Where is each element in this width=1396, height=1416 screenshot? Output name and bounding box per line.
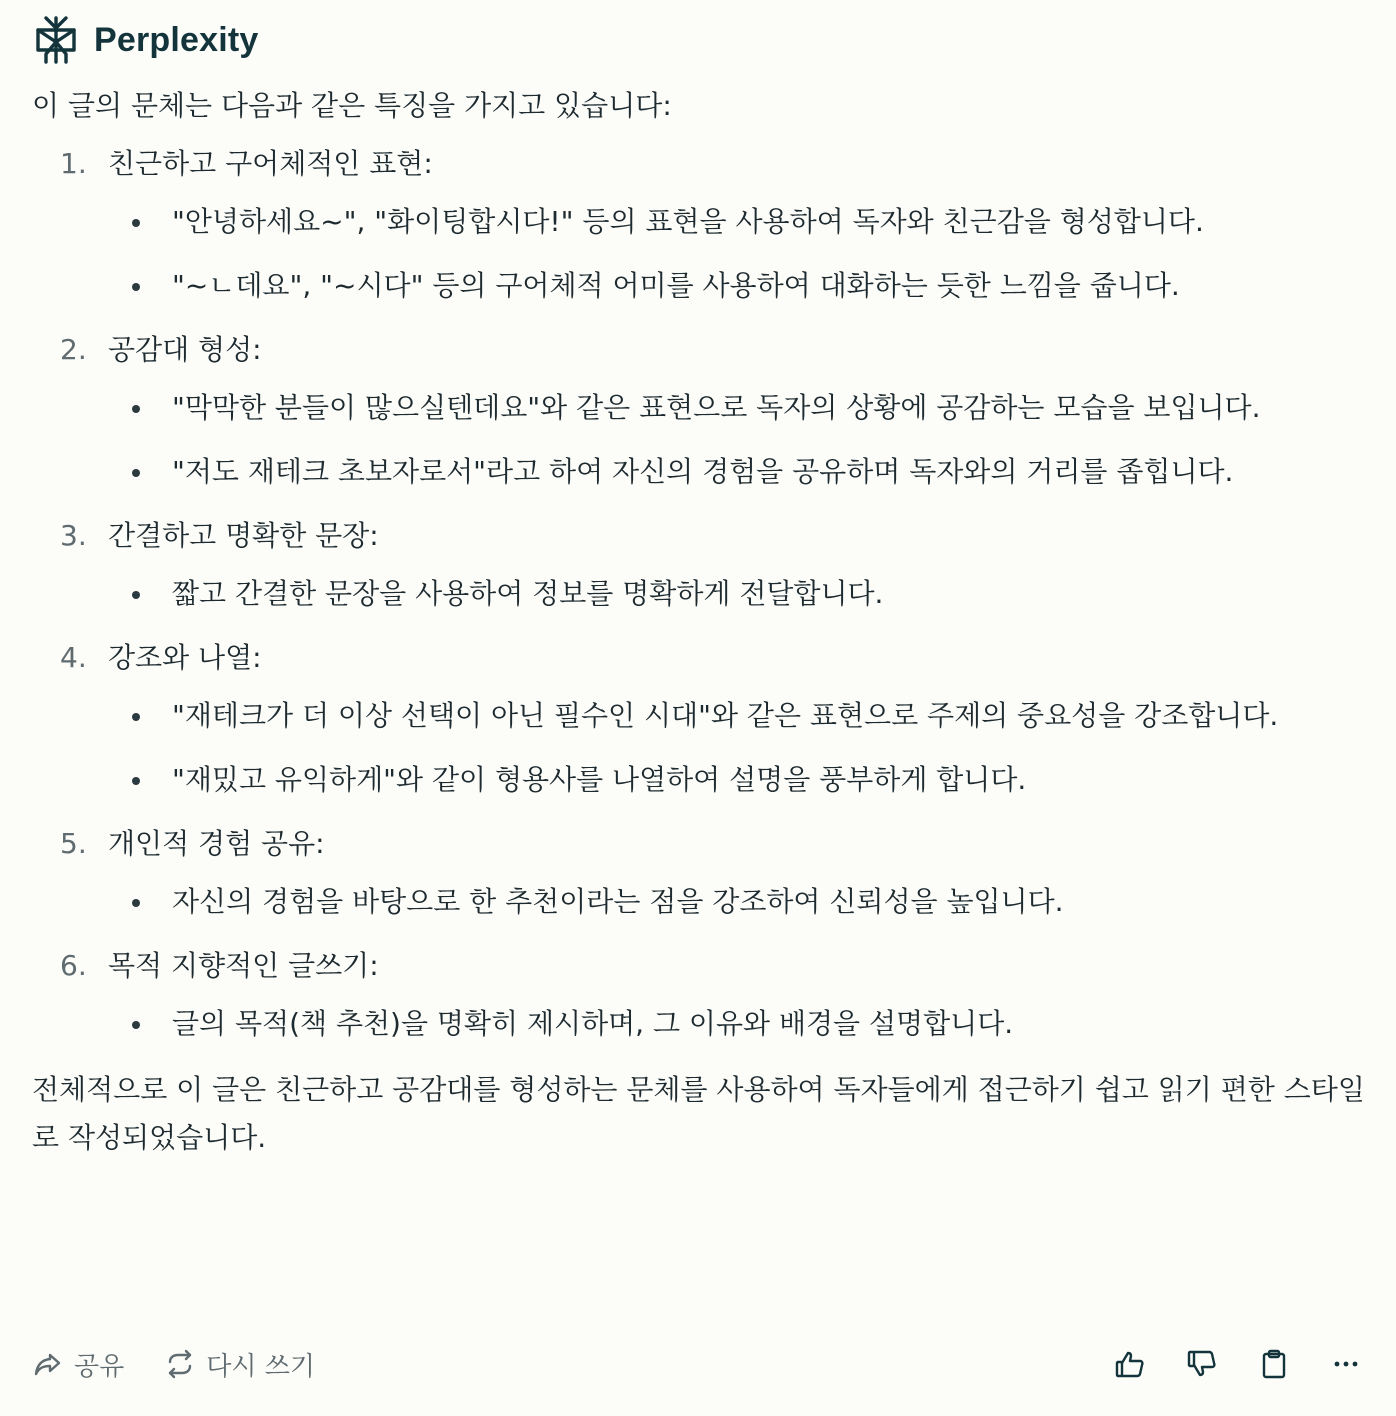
bullet-item — [108, 758, 1372, 802]
list-item — [32, 328, 1372, 494]
bullet-list — [108, 572, 1372, 616]
bullet-dot — [132, 405, 140, 413]
bullet-list — [108, 1002, 1372, 1046]
share-icon — [32, 1348, 64, 1380]
list-item — [32, 822, 1372, 924]
bullet-text: "~ㄴ데요", "~시다" 등의 구어체적 어미를 사용하여 대화하는 듯한 느낌을 줍니다. — [172, 269, 1180, 302]
list-item-title: 목적 지향적인 글쓰기: — [108, 949, 379, 982]
bullet-list — [108, 200, 1372, 308]
list-item-title: 강조와 나열: — [108, 641, 262, 674]
list-item — [32, 944, 1372, 1046]
more-icon — [1330, 1348, 1362, 1380]
list-item-number: 6. — [60, 949, 87, 982]
bullet-list — [108, 880, 1372, 924]
list-item-number: 3. — [60, 519, 87, 552]
bullet-text: 자신의 경험을 바탕으로 한 추천이라는 점을 강조하여 신뢰성을 높입니다. — [172, 885, 1064, 918]
bullet-item — [108, 880, 1372, 924]
bullet-dot — [132, 777, 140, 785]
answer-actions-bar — [32, 1340, 1366, 1388]
bullet-text: "막막한 분들이 많으실텐데요"와 같은 표현으로 독자의 상황에 공감하는 모습을 보입니다. — [172, 391, 1261, 424]
share-label: 공유 — [74, 1351, 125, 1382]
rewrite-icon — [164, 1348, 196, 1380]
bullet-text: "저도 재테크 초보자로서"라고 하여 자신의 경험을 공유하며 독자와의 거리를 좁힙니다. — [172, 455, 1234, 488]
bullet-item — [108, 264, 1372, 308]
bullet-text: 글의 목적(책 추천)을 명확히 제시하며, 그 이유와 배경을 설명합니다. — [172, 1007, 1014, 1040]
bullet-text: "재밌고 유익하게"와 같이 형용사를 나열하여 설명을 풍부하게 합니다. — [172, 763, 1027, 796]
bullet-text: "안녕하세요~", "화이팅합시다!" 등의 표현을 사용하여 독자와 친근감을 형성합니다. — [172, 205, 1204, 238]
rewrite-label: 다시 쓰기 — [206, 1351, 315, 1382]
copy-button[interactable] — [1254, 1344, 1294, 1384]
list-item-title: 개인적 경험 공유: — [108, 827, 325, 860]
thumbs-up-button[interactable] — [1110, 1344, 1150, 1384]
bullet-text: 짧고 간결한 문장을 사용하여 정보를 명확하게 전달합니다. — [172, 577, 884, 610]
share-button[interactable] — [32, 1346, 124, 1383]
thumbs-up-icon — [1114, 1348, 1146, 1380]
list-item-title: 간결하고 명확한 문장: — [108, 519, 379, 552]
list-item — [32, 636, 1372, 802]
bullet-dot — [132, 899, 140, 907]
bullet-item — [108, 694, 1372, 738]
bullet-list — [108, 386, 1372, 494]
list-item-number: 1. — [60, 147, 87, 180]
bullet-text: "재테크가 더 이상 선택이 아닌 필수인 시대"와 같은 표현으로 주제의 중요성을 강조합니다. — [172, 699, 1279, 732]
bullet-item — [108, 386, 1372, 430]
list-item — [32, 142, 1372, 308]
bullet-item — [108, 450, 1372, 494]
list-item-number: 4. — [60, 641, 87, 674]
list-item-number: 2. — [60, 333, 87, 366]
answer-content — [32, 84, 1372, 1190]
bullet-dot — [132, 219, 140, 227]
style-points-list — [32, 142, 1372, 1046]
list-item — [32, 514, 1372, 616]
perplexity-logo-icon — [34, 16, 78, 64]
list-item-title: 공감대 형성: — [108, 333, 262, 366]
list-item-number: 5. — [60, 827, 87, 860]
bullet-item — [108, 200, 1372, 244]
app-header — [34, 14, 259, 66]
thumbs-down-button[interactable] — [1182, 1344, 1222, 1384]
answer-conclusion: 전체적으로 이 글은 친근하고 공감대를 형성하는 문체를 사용하여 독자들에게 접근하기 쉽고 읽기 편한 스타일로 작성되었습니다. — [32, 1073, 1365, 1154]
thumbs-down-icon — [1186, 1348, 1218, 1380]
bullet-dot — [132, 283, 140, 291]
bullet-item — [108, 572, 1372, 616]
more-options-button[interactable] — [1326, 1344, 1366, 1384]
copy-icon — [1258, 1348, 1290, 1380]
bullet-dot — [132, 1021, 140, 1029]
bullet-dot — [132, 591, 140, 599]
bullet-dot — [132, 469, 140, 477]
list-item-title: 친근하고 구어체적인 표현: — [108, 147, 433, 180]
brand-name: Perplexity — [94, 20, 259, 59]
answer-intro: 이 글의 문체는 다음과 같은 특징을 가지고 있습니다: — [32, 89, 672, 122]
bullet-item — [108, 1002, 1372, 1046]
bullet-list — [108, 694, 1372, 802]
bullet-dot — [132, 713, 140, 721]
rewrite-button[interactable] — [164, 1346, 315, 1383]
